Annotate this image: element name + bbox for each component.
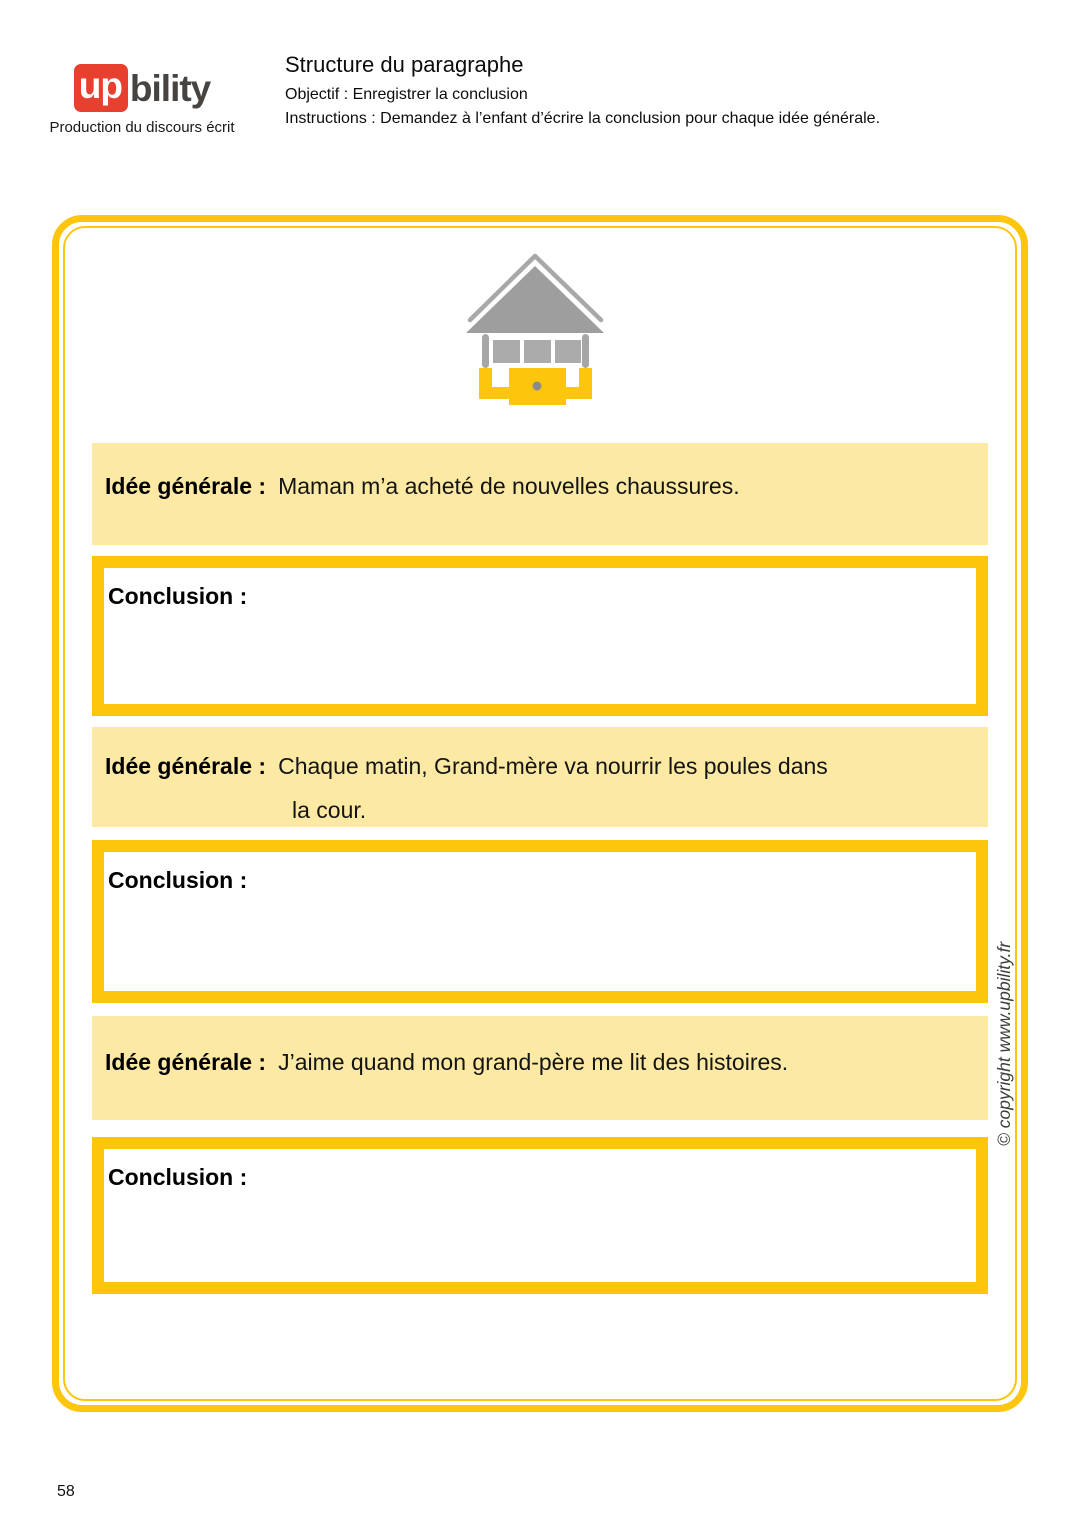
page-title: Structure du paragraphe	[285, 52, 524, 77]
logo-up-badge: up	[74, 64, 128, 112]
conclusion-box-3	[92, 1137, 988, 1294]
conclusion-box-2	[92, 840, 988, 1003]
logo-wordmark	[74, 64, 211, 112]
idea-label: Idée générale :	[105, 473, 267, 499]
idea-text: J’aime quand mon grand-père me lit des histoires.	[278, 1049, 789, 1075]
house-icon	[458, 244, 608, 409]
idea-label: Idée générale :	[105, 1049, 267, 1075]
idea-band-2	[92, 727, 988, 827]
idea-label: Idée générale :	[105, 753, 267, 779]
copyright-watermark: © copyright www.upbility.fr	[994, 941, 1014, 1146]
conclusion-label: Conclusion :	[108, 867, 248, 893]
conclusion-box-1	[92, 556, 988, 716]
worksheet-header	[285, 52, 880, 128]
logo-tagline: Production du discours écrit	[49, 119, 235, 136]
idea-text: Maman m’a acheté de nouvelles chaussures.	[278, 473, 740, 499]
logo-rest-text: bility	[129, 67, 211, 109]
page-number: 58	[57, 1483, 75, 1500]
conclusion-label: Conclusion :	[108, 583, 248, 609]
instructions-text: Instructions : Demandez à l’enfant d’écrire la conclusion pour chaque idée générale.	[285, 110, 881, 127]
brand-logo	[33, 64, 251, 136]
idea-band-3	[92, 1016, 988, 1120]
idea-band-1	[92, 443, 988, 545]
idea-line-2: la cour.	[292, 797, 367, 823]
conclusion-label: Conclusion :	[108, 1164, 248, 1190]
idea-text: Chaque matin, Grand-mère va nourrir les poules dans	[278, 753, 828, 779]
idea-line-1	[105, 744, 973, 788]
objective-text: Objectif : Enregistrer la conclusion	[285, 86, 528, 103]
